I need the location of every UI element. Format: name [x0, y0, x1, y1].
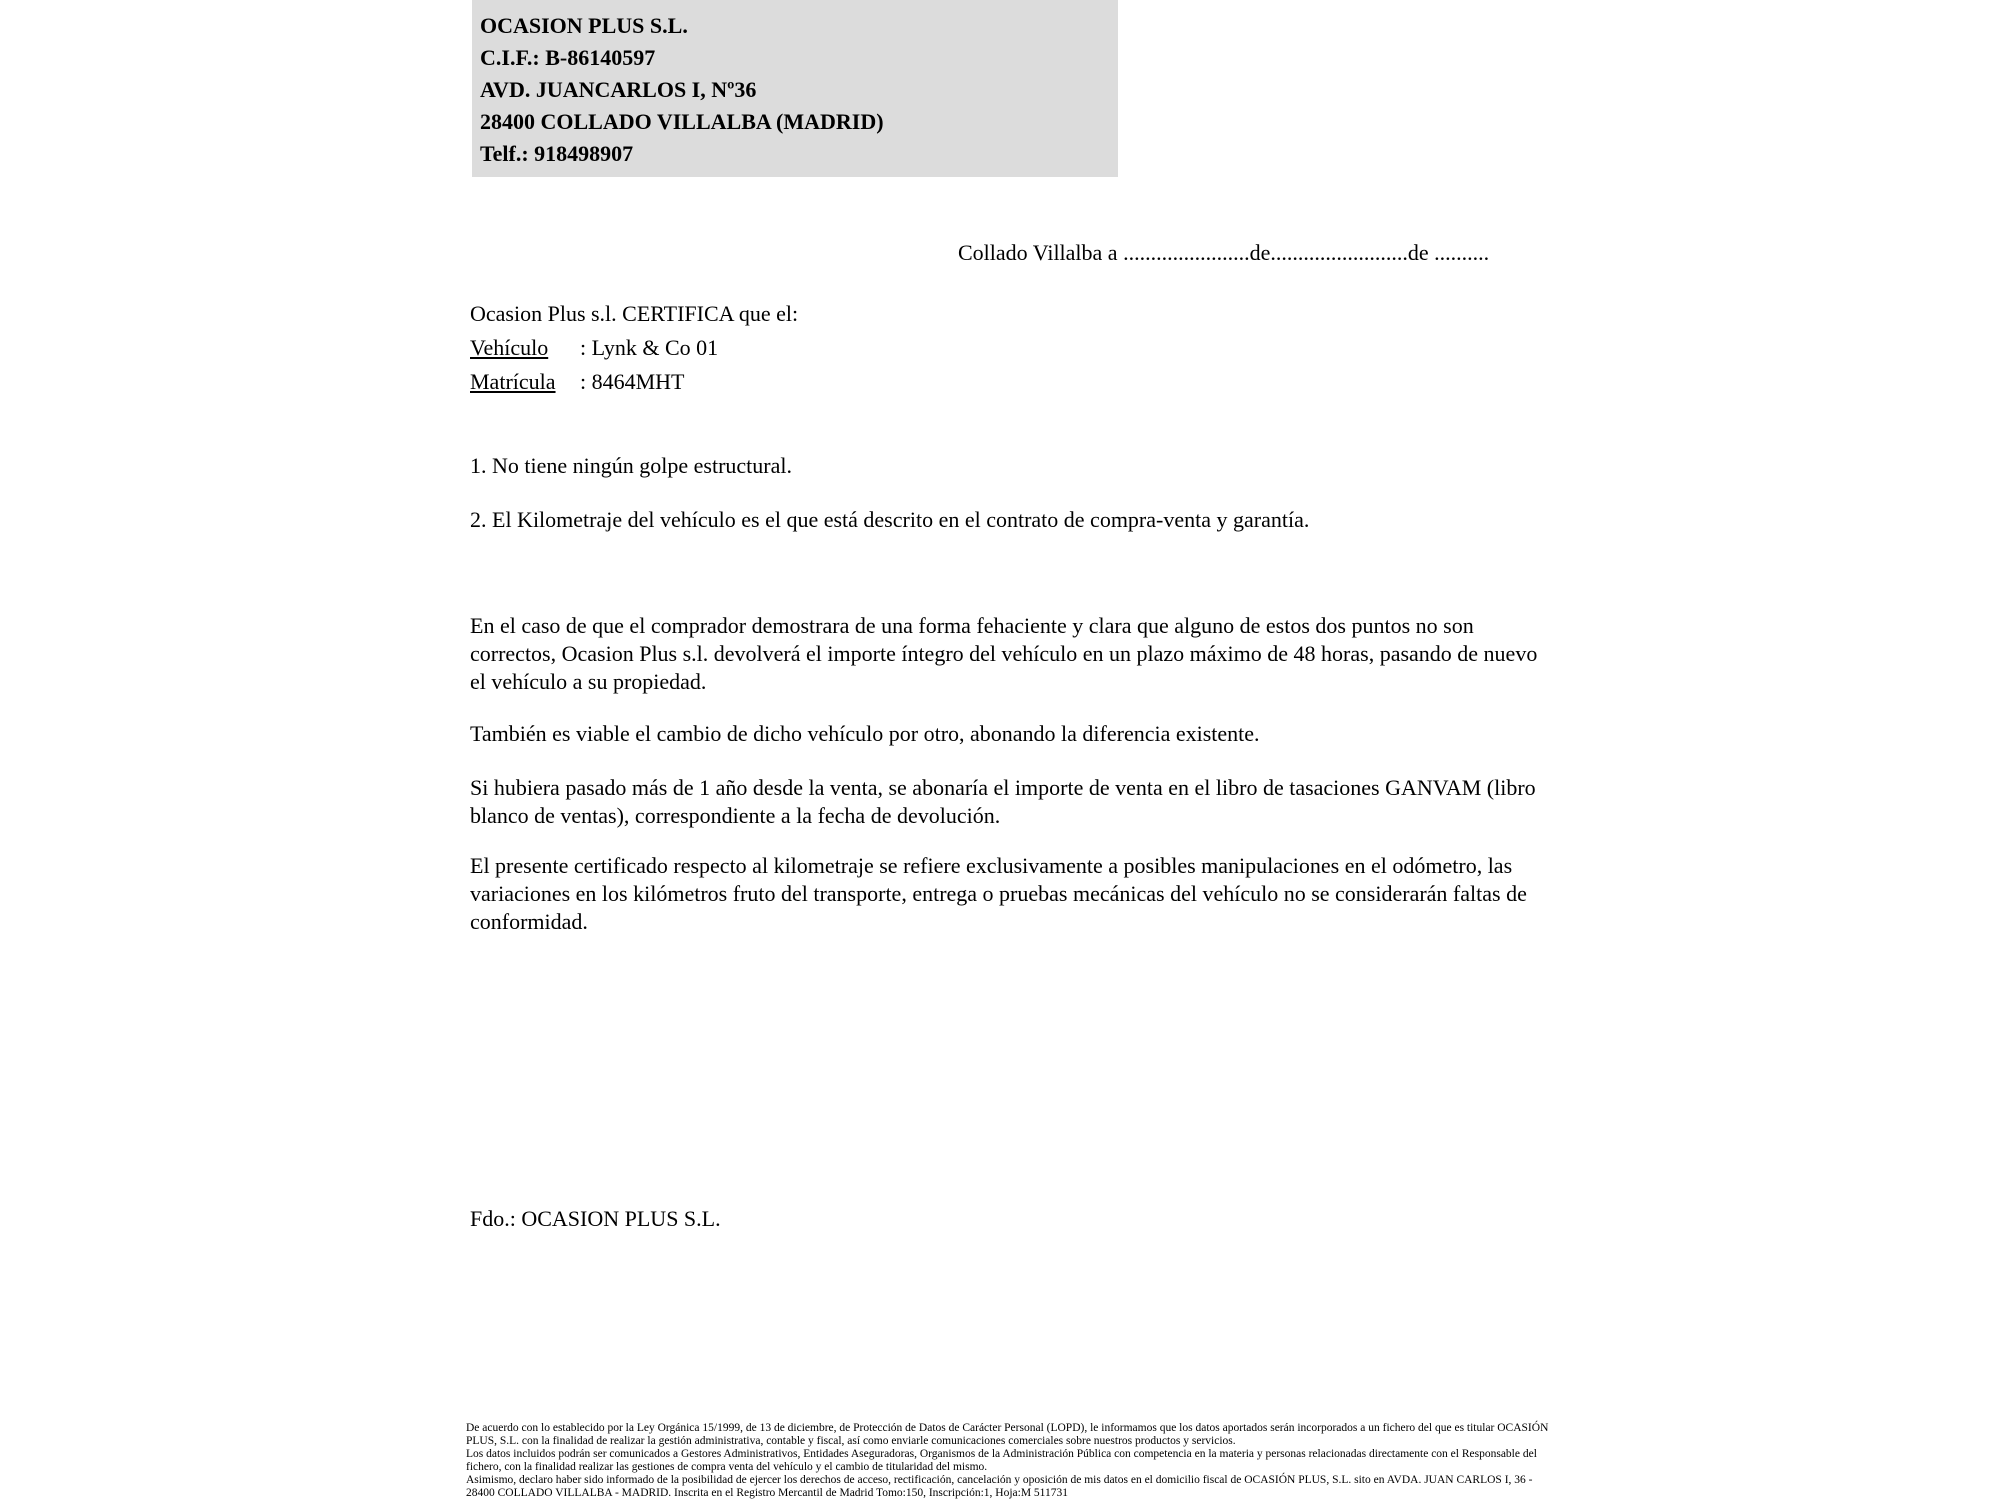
certified-point-1: 1. No tiene ningún golpe estructural. — [470, 453, 792, 478]
certifica-intro: Ocasion Plus s.l. CERTIFICA que el: — [470, 301, 799, 326]
plate-value: : 8464MHT — [580, 369, 685, 394]
signature-line: Fdo.: OCASION PLUS S.L. — [470, 1206, 721, 1231]
certified-point-2: 2. El Kilometraje del vehículo es el que está descrito en el contrato de compra-venta y garantía. — [470, 507, 1310, 532]
company-header — [472, 0, 1118, 177]
legal-paragraph-data-sharing: Los datos incluidos podrán ser comunicados a Gestores Administrativos, Entidades Aseguradoras, Organismos de la Administración Pública con competencia en la materia y personas relacionadas directamente con el Responsable del fichero, con la finalidad realizar las gestiones de compra venta del vehículo y el cambio de titularidad del mismo. — [466, 1448, 1537, 1473]
vehicle-label: Vehículo — [470, 335, 549, 360]
date-line: Collado Villalba a .......................de.........................de .......... — [958, 240, 1490, 265]
company-address: AVD. JUANCARLOS I, Nº36 — [480, 77, 757, 102]
paragraph-ganvam: Si hubiera pasado más de 1 año desde la venta, se abonaría el importe de venta en el libro de tasaciones GANVAM (libro blanco de ventas), correspondiente a la fecha de devolución. — [470, 775, 1536, 828]
plate-label-box — [470, 368, 580, 396]
paragraph-odometer: El presente certificado respecto al kilometraje se refiere exclusivamente a posibles manipulaciones en el odómetro, las variaciones en los kilómetros fruto del transporte, entrega o pruebas mecánicas del vehículo no se considerarán faltas de conformidad. — [470, 853, 1527, 934]
company-name: OCASION PLUS S.L. — [480, 13, 688, 38]
company-cif: C.I.F.: B-86140597 — [480, 45, 656, 70]
vehicle-line — [470, 334, 1545, 362]
vehicle-value: : Lynk & Co 01 — [580, 335, 719, 360]
legal-paragraph-rights: Asimismo, declaro haber sido informado de la posibilidad de ejercer los derechos de acceso, rectificación, cancelación y oposición de mis datos en el domicilio fiscal de OCASIÓN PLUS, S.L. sito en AVDA. JUAN CARLOS I, 36 - 28400 COLLADO VILLALBA - MADRID. Inscrita en el Registro Mercantil de Madrid Tomo:150, Inscripción:1, Hoja:M 511731 — [466, 1474, 1533, 1499]
paragraph-exchange: También es viable el cambio de dicho vehículo por otro, abonando la diferencia existente. — [470, 721, 1260, 746]
plate-label: Matrícula — [470, 369, 556, 394]
legal-paragraph-lopd: De acuerdo con lo establecido por la Ley Orgánica 15/1999, de 13 de diciembre, de Protección de Datos de Carácter Personal (LOPD), le informamos que los datos aportados serán incorporados a un fichero del que es titular OCASIÓN PLUS, S.L. con la finalidad de realizar la gestión administrativa, contable y fiscal, así como enviarle comunicaciones comerciales sobre nuestros productos y servicios. — [466, 1422, 1549, 1447]
legal-footer — [466, 1422, 1558, 1500]
company-phone: Telf.: 918498907 — [480, 141, 634, 166]
company-city: 28400 COLLADO VILLALBA (MADRID) — [480, 109, 884, 134]
plate-line — [470, 368, 1545, 396]
vehicle-label-box — [470, 334, 580, 362]
paragraph-refund: En el caso de que el comprador demostrara de una forma fehaciente y clara que alguno de estos dos puntos no son correctos, Ocasion Plus s.l. devolverá el importe íntegro del vehículo en un plazo máximo de 48 horas, pasando de nuevo el vehículo a su propiedad. — [470, 613, 1538, 694]
